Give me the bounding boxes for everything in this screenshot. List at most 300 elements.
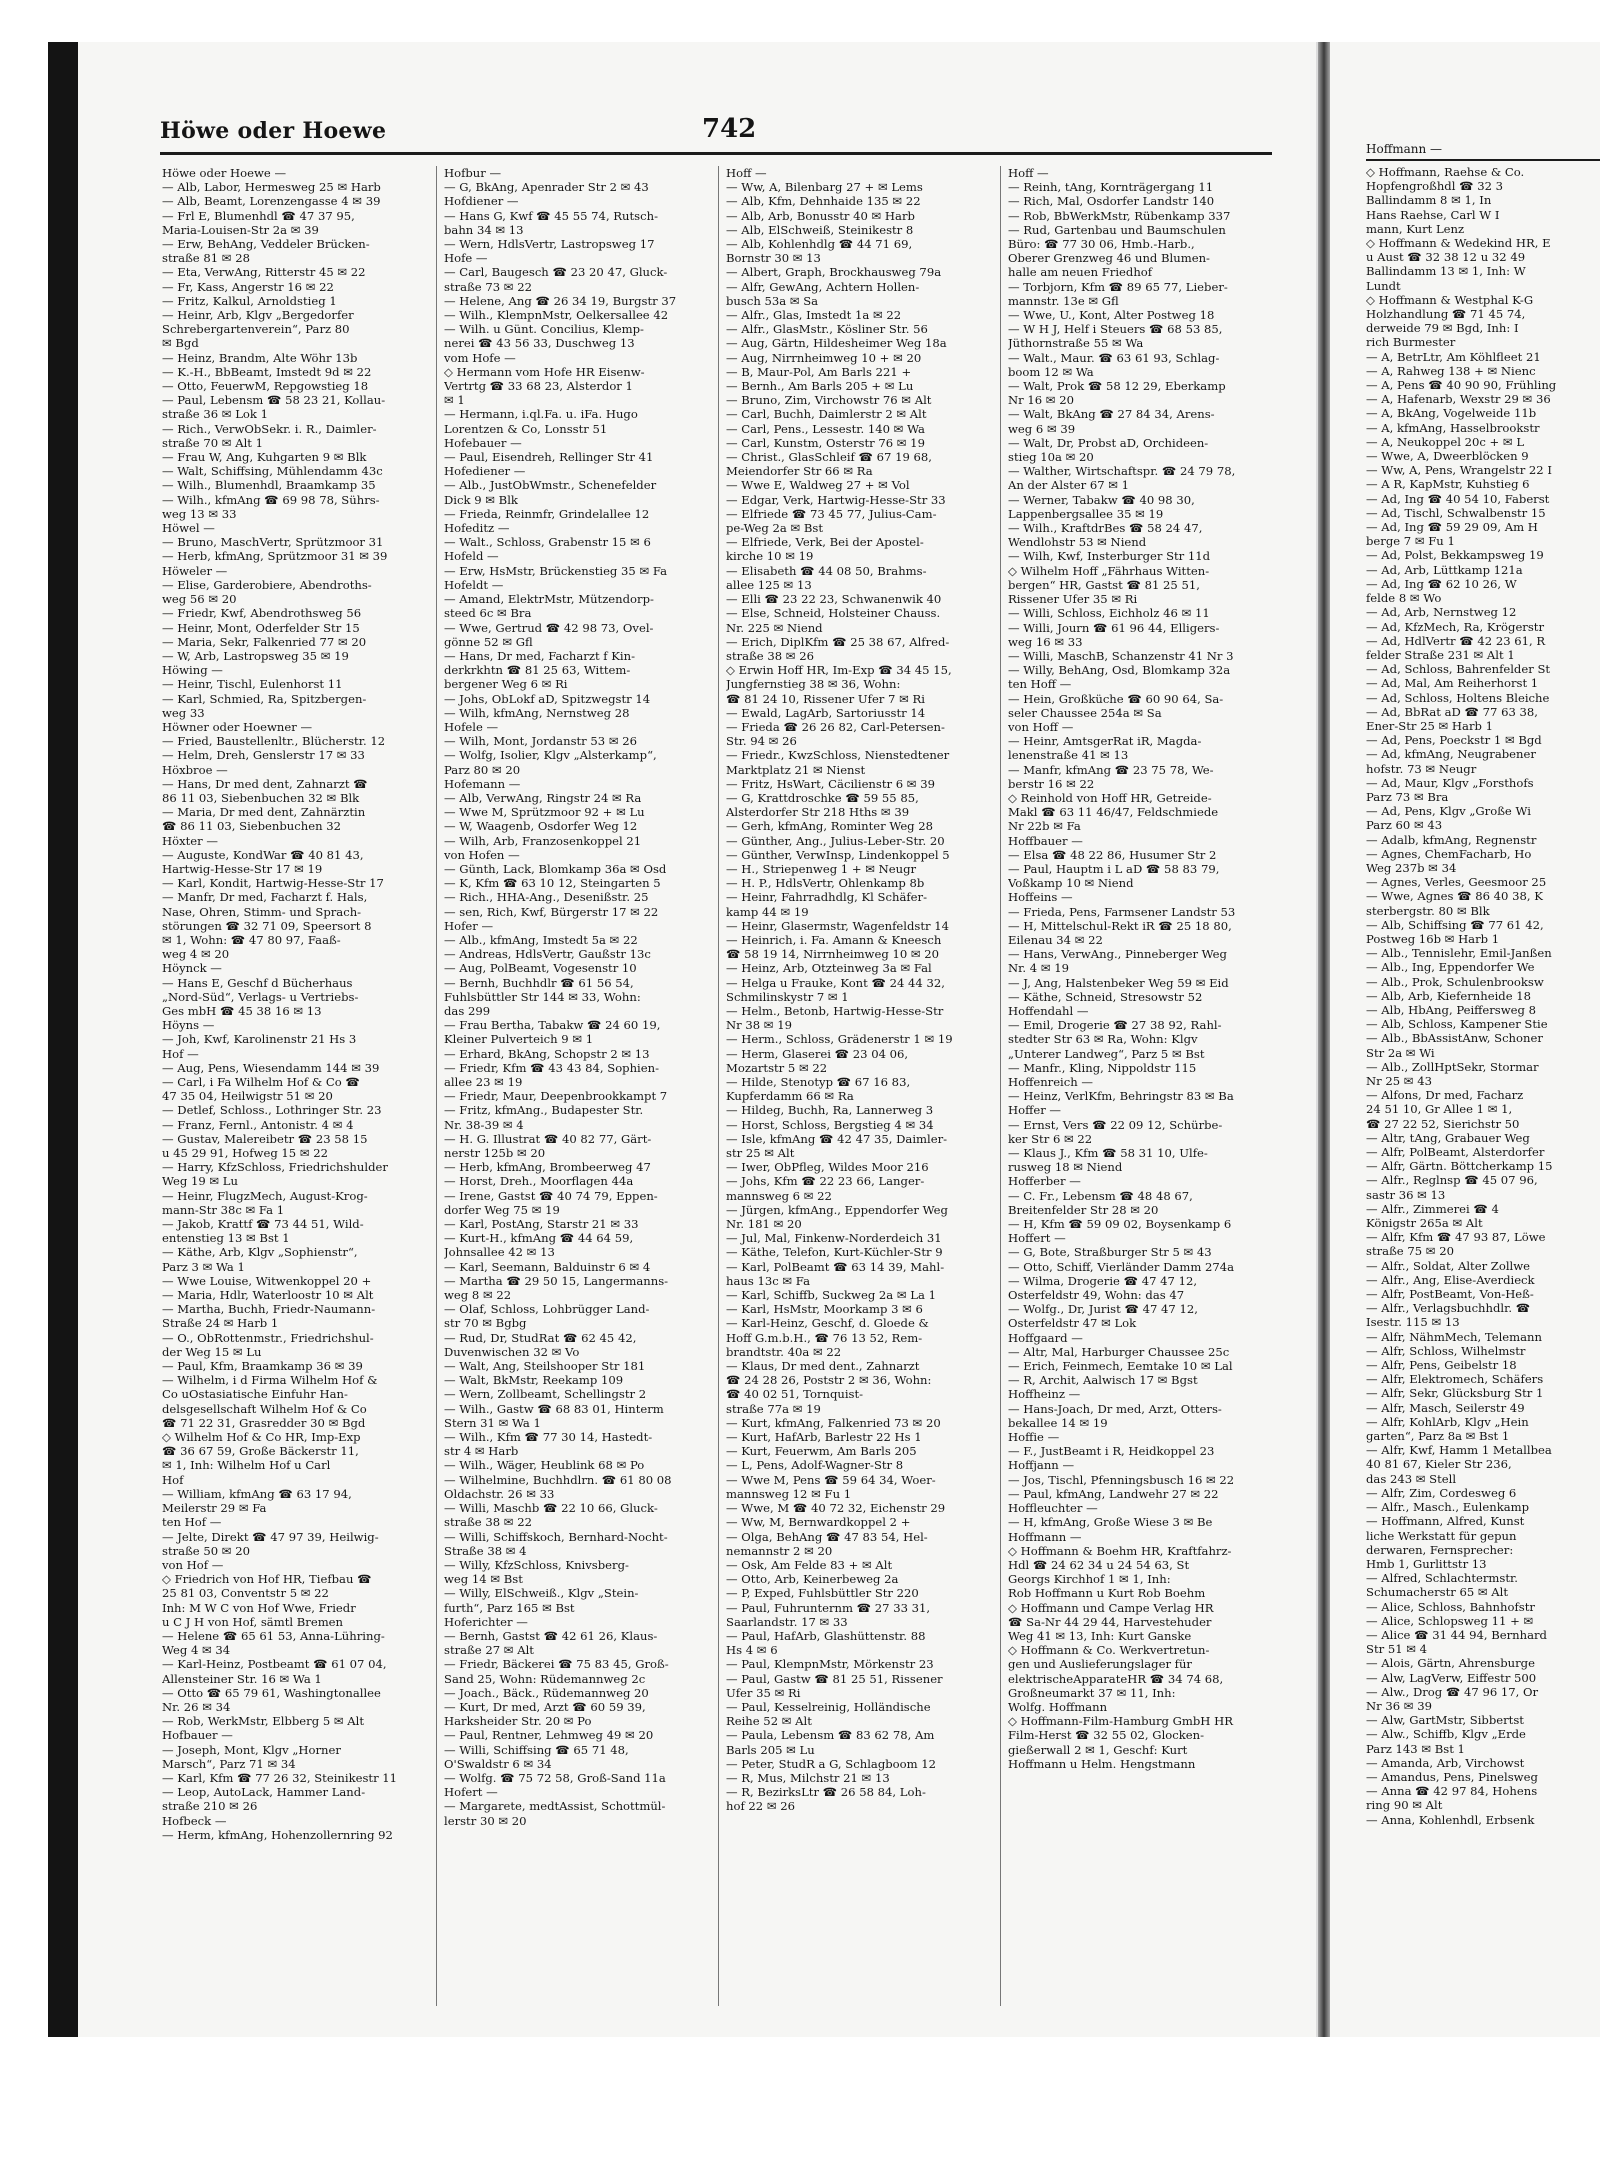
directory-entry-line: lenenstraße 41 ✉ 13 xyxy=(1008,748,1129,763)
directory-entry-line: — Frl E, Blumenhdl ☎ 47 37 95, xyxy=(162,208,355,223)
directory-entry-line: Ufer 35 ✉ Ri xyxy=(726,1685,801,1700)
directory-entry-line: Hs 4 ✉ 6 xyxy=(726,1643,778,1658)
directory-entry-line: — Wwe, Gertrud ☎ 42 98 73, Ovel- xyxy=(444,620,654,635)
directory-entry-line: Hofediener — xyxy=(444,464,526,479)
directory-entry-line: — Jos, Tischl, Pfenningsbusch 16 ✉ 22 xyxy=(1008,1472,1235,1487)
directory-entry-line: Weg 41 ✉ 13, Inh: Kurt Ganske xyxy=(1008,1628,1192,1643)
adjacent-entry-line: 24 51 10, Gr Allee 1 ✉ 1, xyxy=(1366,1102,1513,1117)
directory-entry-line: — C. Fr., Lebensm ☎ 48 48 67, xyxy=(1008,1188,1193,1203)
directory-entry-line: — Frau W, Ang, Kuhgarten 9 ✉ Blk xyxy=(162,450,367,465)
directory-entry-line: Nr. 4 ✉ 19 xyxy=(1008,961,1069,976)
directory-entry-line: — Isle, kfmAng ☎ 42 47 35, Daimler- xyxy=(726,1131,948,1146)
directory-entry-line: — P, Exped, Fuhlsbüttler Str 220 xyxy=(726,1586,919,1601)
directory-entry-line: — Manfr, Dr med, Facharzt f. Hals, xyxy=(162,890,368,905)
adjacent-entry-line: Str 2a ✉ Wi xyxy=(1366,1045,1435,1060)
directory-entry-line: — Wwe M, Sprützmoor 92 + ✉ Lu xyxy=(444,805,645,820)
adjacent-entry-line: straße 75 ✉ 20 xyxy=(1366,1244,1454,1259)
directory-entry-line: Voßkamp 10 ✉ Niend xyxy=(1008,876,1134,891)
adjacent-entry-line: — Alb, Schloss, Kampener Stie xyxy=(1366,1017,1548,1032)
directory-entry-line: — Carl, Buchh, Daimlerstr 2 ✉ Alt xyxy=(726,407,927,422)
directory-entry-line: — Alb, Labor, Hermesweg 25 ✉ Harb xyxy=(162,180,381,195)
directory-entry-line: — Ww, A, Bilenbarg 27 + ✉ Lems xyxy=(726,180,923,195)
directory-entry-line: — Paul, Eisendreh, Rellinger Str 41 xyxy=(444,450,654,465)
adjacent-entry-line: — A, Neukoppel 20c + ✉ L xyxy=(1366,434,1525,449)
directory-entry-line: — Aug, Nirrnheimweg 10 + ✉ 20 xyxy=(726,350,922,365)
directory-entry-line: — Walt., Maur. ☎ 63 61 93, Schlag- xyxy=(1008,350,1220,365)
directory-entry-line: — Friedr., KwzSchloss, Nienstedtener xyxy=(726,748,950,763)
directory-entry-line: — Karl-Heinz, Geschf, d. Gloede & xyxy=(726,1316,929,1331)
directory-entry-line: — Wolfg, Isolier, Klgv „Alsterkamp“, xyxy=(444,748,657,763)
adjacent-entry-line: Ballindamm 13 ✉ 1, Inh: W xyxy=(1366,264,1526,279)
directory-entry-line: — Wilh., Kfm ☎ 77 30 14, Hastedt- xyxy=(444,1430,653,1445)
directory-entry-line: — Olga, BehAng ☎ 47 83 54, Hel- xyxy=(726,1529,928,1544)
directory-entry-line: — W, Waagenb, Osdorfer Weg 12 xyxy=(444,819,638,834)
directory-entry-line: — Rud, Dr, StudRat ☎ 62 45 42, xyxy=(444,1330,637,1345)
directory-entry-line: Hoffie — xyxy=(1008,1430,1060,1445)
directory-entry-line: — Käthe, Telefon, Kurt-Küchler-Str 9 xyxy=(726,1245,943,1260)
directory-entry-line: derkrkhtn ☎ 81 25 63, Wittem- xyxy=(444,663,631,678)
directory-entry-line: Hofebauer — xyxy=(444,435,522,450)
directory-entry-line: — Otto ☎ 65 79 61, Washingtonallee xyxy=(162,1685,381,1700)
directory-entry-line: — sen, Rich, Kwf, Bürgerstr 17 ✉ 22 xyxy=(444,904,659,919)
directory-entry-line: weg 4 ✉ 20 xyxy=(162,947,230,962)
directory-entry-line: — O., ObRottenmstr., Friedrichshul- xyxy=(162,1330,374,1345)
directory-entry-line: — Wilh., Blumenhdl, Braamkamp 35 xyxy=(162,478,376,493)
directory-entry-line: — Bernh, Buchhdlr ☎ 61 56 54, xyxy=(444,975,634,990)
directory-entry-line: Saarlandstr. 17 ✉ 33 xyxy=(726,1614,848,1629)
directory-entry-line: Hofbauer — xyxy=(162,1728,233,1743)
directory-entry-line: Höxbroe — xyxy=(162,762,228,777)
directory-entry-line: Nr 22b ✉ Fa xyxy=(1008,819,1081,834)
adjacent-entry-line: — Ad, Pens, Poeckstr 1 ✉ Bgd xyxy=(1366,733,1542,748)
directory-entry-line: — Wilh., KraftdrBes ☎ 58 24 47, xyxy=(1008,521,1203,536)
directory-entry-line: ◇ Hoffmann-Film-Hamburg GmbH HR xyxy=(1008,1714,1233,1729)
directory-entry-line: — Aug, PolBeamt, Vogesenstr 10 xyxy=(444,961,637,976)
directory-entry-line: Höxter — xyxy=(162,833,218,848)
directory-entry-line: Jungfernstieg 38 ✉ 36, Wohn: xyxy=(726,677,901,692)
adjacent-entry-line: Ener-Str 25 ✉ Harb 1 xyxy=(1366,718,1493,733)
directory-entry-line: — Gustav, Malereibetr ☎ 23 58 15 xyxy=(162,1131,368,1146)
directory-entry-line: Höynck — xyxy=(162,961,222,976)
directory-entry-line: Kupferdamm 66 ✉ Ra xyxy=(726,1089,854,1104)
directory-entry-line: straße 36 ✉ Lok 1 xyxy=(162,407,268,422)
adjacent-entry-line: — Alw, LagVerw, Eiffestr 500 xyxy=(1366,1670,1537,1685)
directory-entry-line: Allensteiner Str. 16 ✉ Wa 1 xyxy=(162,1671,322,1686)
directory-entry-line: elektrischeApparateHR ☎ 34 74 68, xyxy=(1008,1671,1224,1686)
adjacent-entry-line: felde 8 ✉ Wo xyxy=(1366,591,1442,606)
adjacent-entry-line: — Altr, tAng, Grabauer Weg xyxy=(1366,1130,1530,1145)
directory-entry-line: — Hans, Dr med dent, Zahnarzt ☎ xyxy=(162,776,368,791)
directory-entry-line: — Jakob, Krattf ☎ 73 44 51, Wild- xyxy=(162,1217,364,1232)
adjacent-entry-line: Str 51 ✉ 4 xyxy=(1366,1642,1428,1657)
adjacent-entry-line: Schumacherstr 65 ✉ Alt xyxy=(1366,1585,1509,1600)
directory-entry-line: — R, BezirksLtr ☎ 26 58 84, Loh- xyxy=(726,1785,926,1800)
directory-entry-line: Nr 16 ✉ 20 xyxy=(1008,393,1074,408)
directory-entry-line: — Otto, Arb, Keinerbeweg 2a xyxy=(726,1572,899,1587)
adjacent-entry-line: — Alice, Schloss, Bahnhofstr xyxy=(1366,1599,1535,1614)
directory-entry-line: — Karl, PolBeamt ☎ 63 14 39, Mahl- xyxy=(726,1259,945,1274)
directory-entry-line: — H, Kfm ☎ 59 09 02, Boysenkamp 6 xyxy=(1008,1217,1232,1232)
page-header xyxy=(160,114,1272,152)
directory-entry-line: — Wilh, Kwf, Insterburger Str 11d xyxy=(1008,549,1211,564)
directory-entry-line: — Bernh, Gastst ☎ 42 61 26, Klaus- xyxy=(444,1628,658,1643)
adjacent-entry-line: felder Straße 231 ✉ Alt 1 xyxy=(1366,647,1515,662)
adjacent-entry-line: — A R, KapMstr, Kuhstieg 6 xyxy=(1366,477,1530,492)
directory-entry-line: — F., JustBeamt i R, Heidkoppel 23 xyxy=(1008,1444,1215,1459)
directory-entry-line: — Heinr, AmtsgerRat iR, Magda- xyxy=(1008,734,1202,749)
directory-entry-line: — Torbjorn, Kfm ☎ 89 65 77, Lieber- xyxy=(1008,279,1228,294)
adjacent-entry-line: — Ad, Arb, Nernstweg 12 xyxy=(1366,605,1517,620)
adjacent-entry-line: 40 81 67, Kieler Str 236, xyxy=(1366,1457,1512,1472)
directory-entry-line: ◇ Erwin Hoff HR, Im-Exp ☎ 34 45 15, xyxy=(726,663,952,678)
directory-entry-line: — Walther, Wirtschaftspr. ☎ 24 79 78, xyxy=(1008,464,1236,479)
adjacent-entry-line: das 243 ✉ Stell xyxy=(1366,1471,1457,1486)
directory-entry-line: Jüthornstraße 55 ✉ Wa xyxy=(1008,336,1144,351)
directory-entry-line: — Elisabeth ☎ 44 08 50, Brahms- xyxy=(726,563,927,578)
adjacent-entry-line: — Alfr, Kwf, Hamm 1 Metallbea xyxy=(1366,1443,1552,1458)
directory-entry-line: — Willy, ElSchweiß., Klgv „Stein- xyxy=(444,1586,639,1601)
adjacent-entry-line: Hmb 1, Gurlittstr 13 xyxy=(1366,1556,1487,1571)
directory-entry-line: — Karl, HsMstr, Moorkamp 3 ✉ 6 xyxy=(726,1302,923,1317)
directory-entry-line: gießerwall 2 ✉ 1, Geschf: Kurt xyxy=(1008,1742,1188,1757)
directory-entry-line: straße 73 ✉ 22 xyxy=(444,279,532,294)
directory-entry-line: weg 13 ✉ 33 xyxy=(162,506,237,521)
directory-entry-line: stedter Str 63 ✉ Ra, Wohn: Klgv xyxy=(1008,1032,1198,1047)
adjacent-entry-line: — A, Hafenarb, Wexstr 29 ✉ 36 xyxy=(1366,392,1551,407)
directory-entry-line: Parz 80 ✉ 20 xyxy=(444,762,521,777)
adjacent-entry-line: — Ad, kfmAng, Neugrabener xyxy=(1366,747,1536,762)
adjacent-page xyxy=(1330,42,1600,2037)
directory-entry-line: — Heinr, Glasermstr, Wagenfeldstr 14 xyxy=(726,918,949,933)
directory-entry-line: — Werner, Tabakw ☎ 40 98 30, xyxy=(1008,492,1195,507)
adjacent-entry-line: — Ad, Ing ☎ 62 10 26, W xyxy=(1366,576,1517,591)
directory-entry-line: Weg 19 ✉ Lu xyxy=(162,1174,238,1189)
adjacent-entry-line: — Alice, Schlopsweg 11 + ✉ xyxy=(1366,1613,1534,1628)
directory-entry-line: Sand 25, Wohn: Rüdemannweg 2c xyxy=(444,1671,646,1686)
directory-entry-line: — Willy, KfzSchloss, Knivsberg- xyxy=(444,1557,629,1572)
directory-entry-line: der Weg 15 ✉ Lu xyxy=(162,1344,262,1359)
directory-entry-line: — Osk, Am Felde 83 + ✉ Alt xyxy=(726,1557,893,1572)
directory-entry-line: — Hans G, Kwf ☎ 45 55 74, Rutsch- xyxy=(444,208,658,223)
adjacent-entry-line: sterbergstr. 80 ✉ Blk xyxy=(1366,903,1490,918)
directory-entry-line: Großneumarkt 37 ✉ 11, Inh: xyxy=(1008,1685,1176,1700)
page-gutter xyxy=(1318,42,1330,2037)
directory-entry-line: — H., Striepenweg 1 + ✉ Neugr xyxy=(726,861,917,876)
directory-entry-line: — Rich, Mal, Osdorfer Landstr 140 xyxy=(1008,194,1215,209)
adjacent-entry-line: Hopfengroßhdl ☎ 32 3 xyxy=(1366,179,1504,194)
adjacent-entry-line: — Alfr., Soldat, Alter Zollwe xyxy=(1366,1258,1531,1273)
adjacent-entry-line: Parz 60 ✉ 43 xyxy=(1366,818,1443,833)
directory-entry-line: — Wilh, Mont, Jordanstr 53 ✉ 26 xyxy=(444,734,637,749)
directory-entry-line: — Frieda, Pens, Farmsener Landstr 53 xyxy=(1008,904,1236,919)
directory-entry-line: allee 125 ✉ 13 xyxy=(726,577,812,592)
directory-entry-line: — Hilde, Stenotyp ☎ 67 16 83, xyxy=(726,1075,911,1089)
directory-entry-line: straße 38 ✉ 22 xyxy=(444,1515,532,1530)
adjacent-entry-line: — Anna, Kohlenhdl, Erbsenk xyxy=(1366,1812,1535,1827)
directory-entry-line: Hoffenreich — xyxy=(1008,1075,1094,1089)
directory-entry-line: Oberer Grenzweg 46 und Blumen- xyxy=(1008,251,1210,266)
adjacent-entry-line: — Anna ☎ 42 97 84, Hohens xyxy=(1366,1784,1538,1799)
directory-entry-line: — Albert, Graph, Brockhausweg 79a xyxy=(726,265,942,280)
directory-entry-line: — Hermann, i.ql.Fa. u. iFa. Hugo xyxy=(444,407,638,422)
directory-entry-line: Hofdiener — xyxy=(444,194,519,209)
directory-entry-line: Hof xyxy=(162,1472,184,1487)
directory-entry-line: — Alb, Beamt, Lorenzengasse 4 ✉ 39 xyxy=(162,194,381,209)
adjacent-entry-line: Weg 237b ✉ 34 xyxy=(1366,860,1457,875)
directory-entry-line: — Wilh, kfmAng, Nernstweg 28 xyxy=(444,705,630,720)
directory-entry-line: Georgs Kirchhof 1 ✉ 1, Inh: xyxy=(1008,1572,1171,1587)
directory-entry-line: — Heinr, Tischl, Eulenhorst 11 xyxy=(162,677,343,692)
directory-entry-line: — Walt, Prok ☎ 58 12 29, Eberkamp xyxy=(1008,379,1226,394)
adjacent-entry-line: liche Werkstatt für gepun xyxy=(1366,1528,1517,1543)
directory-entry-line: — Otto, Schiff, Vierländer Damm 274a xyxy=(1008,1259,1235,1274)
directory-entry-line: ✉ 1, Wohn: ☎ 47 80 97, Faaß- xyxy=(162,932,341,947)
directory-entry-line: nemannstr 2 ✉ 20 xyxy=(726,1543,833,1558)
directory-entry-line: — Wilh., Gastw ☎ 68 83 01, Hinterm xyxy=(444,1401,664,1416)
directory-entry-line: — Walt, BkMstr, Reekamp 109 xyxy=(444,1373,624,1388)
scan-margin xyxy=(0,0,48,2177)
adjacent-entry-line: ☎ 27 22 52, Sierichstr 50 xyxy=(1366,1116,1520,1131)
directory-entry-line: — Otto, FeuerwM, Repgowstieg 18 xyxy=(162,379,369,394)
directory-entry-line: Johnsallee 42 ✉ 13 xyxy=(444,1245,555,1260)
directory-entry-line: — Alb., kfmAng, Imstedt 5a ✉ 22 xyxy=(444,932,638,947)
directory-entry-line: — Bruno, MaschVertr, Sprützmoor 31 xyxy=(162,535,384,550)
directory-entry-line: Inh: M W C von Hof Wwe, Friedr xyxy=(162,1600,356,1615)
directory-entry-line: — Heinr, FlugzMech, August-Krog- xyxy=(162,1188,368,1203)
directory-entry-line: haus 13c ✉ Fa xyxy=(726,1273,810,1288)
directory-entry-line: — Wwe E, Waldweg 27 + ✉ Vol xyxy=(726,478,910,493)
directory-entry-line: — Erw, HsMstr, Brückenstieg 35 ✉ Fa xyxy=(444,563,668,578)
directory-entry-line: seler Chaussee 254a ✉ Sa xyxy=(1008,705,1162,720)
directory-entry-line: — Auguste, KondWar ☎ 40 81 43, xyxy=(162,847,364,862)
directory-entry-line: — Willi, Schiffsing ☎ 65 71 48, xyxy=(444,1742,629,1757)
directory-entry-line: Nr. 38-39 ✉ 4 xyxy=(444,1117,524,1132)
directory-entry-line: halle am neuen Friedhof xyxy=(1008,265,1153,280)
directory-entry-line: Alsterdorfer Str 218 Hths ✉ 39 xyxy=(726,805,910,820)
directory-entry-line: — Wilh., KlempnMstr, Oelkersallee 42 xyxy=(444,308,669,323)
directory-entry-line: Eilenau 34 ✉ 22 xyxy=(1008,932,1103,947)
directory-entry-line: ◇ Hoffmann & Co. Werkvertretun- xyxy=(1008,1643,1210,1658)
directory-entry-line: — Ernst, Vers ☎ 22 09 12, Schürbe- xyxy=(1008,1117,1223,1132)
directory-entry-line: — Walt., Schloss, Grabenstr 15 ✉ 6 xyxy=(444,535,651,550)
directory-entry-line: von Hof — xyxy=(162,1557,224,1572)
directory-entry-line: — Wilhelmine, Buchhdlrn. ☎ 61 80 08 xyxy=(444,1472,672,1487)
directory-entry-line: Fuhlsbüttler Str 144 ✉ 33, Wohn: xyxy=(444,989,641,1004)
adjacent-entry-line: — Alfr, Elektromech, Schäfers xyxy=(1366,1372,1544,1387)
directory-entry-line: — K, Kfm ☎ 63 10 12, Steingarten 5 xyxy=(444,876,661,891)
directory-entry-line: — Wwe, M ☎ 40 72 32, Eichenstr 29 xyxy=(726,1501,946,1516)
directory-entry-line: — G, BkAng, Apenrader Str 2 ✉ 43 xyxy=(444,180,649,195)
directory-entry-line: — Willi, Journ ☎ 61 96 44, Elligers- xyxy=(1008,620,1220,635)
adjacent-entry-line: — Ad, Mal, Am Reiherhorst 1 xyxy=(1366,676,1539,691)
directory-entry-line: mannsweg 6 ✉ 22 xyxy=(726,1188,832,1203)
directory-entry-line: Hoffendahl — xyxy=(1008,1003,1089,1018)
directory-entry-line: — Hildeg, Buchh, Ra, Lannerweg 3 xyxy=(726,1103,934,1118)
directory-entry-line: — Altr, Mal, Harburger Chaussee 25c xyxy=(1008,1344,1230,1359)
directory-entry-line: Breitenfelder Str 28 ✉ 20 xyxy=(1008,1202,1159,1217)
adjacent-entry-line: — Ad, Schloss, Holtens Bleiche xyxy=(1366,690,1550,705)
directory-entry-line: nerei ☎ 43 56 33, Duschweg 13 xyxy=(444,336,635,351)
adjacent-entry-line: — Adalb, kfmAng, Regnenstr xyxy=(1366,832,1537,847)
directory-entry-line: — Kurt, Dr med, Arzt ☎ 60 59 39, xyxy=(444,1699,646,1714)
directory-entry-line: Höwner oder Hoewner — xyxy=(162,719,313,734)
adjacent-entry-line: — Alw., Schiffb, Klgv „Erde xyxy=(1366,1727,1526,1742)
directory-entry-line: — Erw, BehAng, Veddeler Brücken- xyxy=(162,237,370,252)
directory-entry-line: ◇ Wilhelm Hof & Co HR, Imp-Exp xyxy=(162,1430,361,1445)
directory-entry-line: — Erich, DiplKfm ☎ 25 38 67, Alfred- xyxy=(726,634,950,649)
directory-entry-line: — Walt, Ang, Steilshooper Str 181 xyxy=(444,1359,646,1374)
directory-entry-line: straße 81 ✉ 28 xyxy=(162,251,250,266)
directory-entry-line: — Paul, Rentner, Lehmweg 49 ✉ 20 xyxy=(444,1728,654,1743)
directory-entry-line: Wendlohstr 53 ✉ Niend xyxy=(1008,535,1147,550)
adjacent-entry-line: — Alb, HbAng, Peiffersweg 8 xyxy=(1366,1002,1537,1017)
directory-entry-line: — Fritz, Kalkul, Arnoldstieg 1 xyxy=(162,293,337,308)
directory-entry-line: Marsch“, Parz 71 ✉ 34 xyxy=(162,1756,296,1771)
adjacent-entry-line: — A, kfmAng, Hasselbrookstr xyxy=(1366,420,1540,435)
directory-entry-line: kirche 10 ✉ 19 xyxy=(726,549,814,564)
adjacent-entry-line: derweide 79 ✉ Bgd, Inh: I xyxy=(1366,321,1519,336)
directory-entry-line: Nr. 26 ✉ 34 xyxy=(162,1699,231,1714)
directory-entry-line: — Rob, WerkMstr, Elbberg 5 ✉ Alt xyxy=(162,1714,365,1729)
adjacent-entry-line: Hans Raehse, Carl W I xyxy=(1366,207,1500,222)
directory-entry-line: — Helm, Dreh, Genslerstr 17 ✉ 33 xyxy=(162,748,365,763)
directory-entry-line: — Maria, Dr med dent, Zahnärztin xyxy=(162,805,366,820)
directory-entry-line: str 25 ✉ Alt xyxy=(726,1146,795,1161)
adjacent-entry-line: Holzhandlung ☎ 71 45 74, xyxy=(1366,307,1526,322)
directory-entry-line: — Kurt, kfmAng, Falkenried 73 ✉ 20 xyxy=(726,1415,941,1430)
directory-entry-line: Hoffeins — xyxy=(1008,890,1073,905)
directory-entry-line: — L, Pens, Adolf-Wagner-Str 8 xyxy=(726,1458,904,1473)
adjacent-entry-line: — Alfr, Pens, Geibelstr 18 xyxy=(1366,1358,1517,1373)
adjacent-entry-line: — Ad, BbRat aD ☎ 77 63 38, xyxy=(1366,704,1538,719)
directory-entry-line: — Friedr, Kwf, Abendrothsweg 56 xyxy=(162,606,362,621)
adjacent-entry-line: — Amandus, Pens, Pinelsweg xyxy=(1366,1769,1538,1784)
directory-entry-line: — Wwe, U., Kont, Alter Postweg 18 xyxy=(1008,308,1215,323)
directory-entry-line: — Carl, Kunstm, Osterstr 76 ✉ 19 xyxy=(726,435,925,450)
directory-entry-line: — Jul, Mal, Finkenw-Norderdeich 31 xyxy=(726,1231,942,1246)
adjacent-entry-line: — Agnes, ChemFacharb, Ho xyxy=(1366,846,1532,861)
column-1 xyxy=(162,166,424,2016)
directory-entry-line: — Friedr, Maur, Deepenbrookkampt 7 xyxy=(444,1089,668,1104)
directory-entry-line: störungen ☎ 32 71 09, Speersort 8 xyxy=(162,918,372,933)
directory-entry-line: — Karl, Schmied, Ra, Spitzbergen- xyxy=(162,691,367,706)
directory-entry-line: — Alb, Kfm, Dehnhaide 135 ✉ 22 xyxy=(726,194,921,209)
directory-entry-line: — Walt, Schiffsing, Mühlendamm 43c xyxy=(162,464,383,479)
directory-entry-line: — Karl-Heinz, Postbeamt ☎ 61 07 04, xyxy=(162,1657,387,1672)
directory-entry-line: — Hans-Joach, Dr med, Arzt, Otters- xyxy=(1008,1401,1222,1416)
directory-entry-line: lerstr 30 ✉ 20 xyxy=(444,1813,527,1828)
adjacent-entry-line: — Alb., Prok, Schulenbrooksw xyxy=(1366,974,1544,989)
adjacent-entry-line: — Ad, HdlVertr ☎ 42 23 61, R xyxy=(1366,633,1546,648)
directory-entry-line: — Paul, kfmAng, Landwehr 27 ✉ 22 xyxy=(1008,1486,1219,1501)
directory-entry-line: — Frieda, Reinmfr, Grindelallee 12 xyxy=(444,506,650,521)
adjacent-entry-line: — Alfr, Sekr, Glücksburg Str 1 xyxy=(1366,1386,1544,1401)
directory-entry-line: Höweler — xyxy=(162,563,228,578)
directory-entry-line: — Edgar, Verk, Hartwig-Hesse-Str 33 xyxy=(726,492,946,507)
directory-entry-line: gen und Auslieferungslager für xyxy=(1008,1657,1192,1672)
directory-entry-line: allee 23 ✉ 19 xyxy=(444,1075,523,1089)
directory-entry-line: — Heinr, Fahrradhdlg, Kl Schäfer- xyxy=(726,890,927,905)
adjacent-entry-line: — Alw., Drog ☎ 47 96 17, Or xyxy=(1366,1684,1539,1699)
directory-entry-line: — Käthe, Schneid, Stresowstr 52 xyxy=(1008,989,1203,1004)
directory-entry-line: — Joseph, Mont, Klgv „Horner xyxy=(162,1742,341,1757)
directory-entry-line: Hoffmann — xyxy=(1008,1529,1082,1544)
column-4 xyxy=(1008,166,1270,2016)
directory-entry-line: — Elfriede ☎ 73 45 77, Julius-Cam- xyxy=(726,506,937,521)
directory-entry-line: Hofe — xyxy=(444,251,488,266)
directory-entry-line: gönne 52 ✉ Gfl xyxy=(444,634,533,649)
directory-entry-line: — Else, Schneid, Holsteiner Chauss. xyxy=(726,606,941,621)
directory-entry-line: — Wern, HdlsVertr, Lastropsweg 17 xyxy=(444,237,655,252)
directory-entry-line: — Willi, Schloss, Eichholz 46 ✉ 11 xyxy=(1008,606,1210,621)
directory-entry-line: — Fr, Kass, Angerstr 16 ✉ 22 xyxy=(162,279,334,294)
directory-entry-line: nerstr 125b ✉ 20 xyxy=(444,1146,546,1161)
directory-entry-line: — Heinr, Mont, Oderfelder Str 15 xyxy=(162,620,360,635)
directory-entry-line: Harksheider Str. 20 ✉ Po xyxy=(444,1714,592,1729)
directory-entry-line: Wolfg. Hoffmann xyxy=(1008,1699,1108,1714)
directory-entry-line: Str. 94 ✉ 26 xyxy=(726,734,797,749)
adjacent-entry-line: Parz 143 ✉ Bst 1 xyxy=(1366,1741,1465,1756)
directory-entry-line: Hof — xyxy=(162,1046,199,1061)
directory-entry-line: Hoffheinz — xyxy=(1008,1387,1081,1402)
directory-entry-line: hof 22 ✉ 26 xyxy=(726,1799,796,1814)
adjacent-entry-line: sastr 36 ✉ 13 xyxy=(1366,1187,1446,1202)
directory-entry-line: — Alb, VerwAng, Ringstr 24 ✉ Ra xyxy=(444,790,642,805)
adjacent-entry-line: — Alfr, Zim, Cordesweg 6 xyxy=(1366,1485,1517,1500)
directory-entry-line: — Aug, Pens, Wiesendamm 144 ✉ 39 xyxy=(162,1060,380,1075)
directory-entry-line: Hofer — xyxy=(444,918,494,933)
directory-entry-line: — Friedr, Kfm ☎ 43 43 84, Sophien- xyxy=(444,1060,660,1075)
directory-entry-line: Mozartstr 5 ✉ 22 xyxy=(726,1060,828,1075)
directory-entry-line: Reihe 52 ✉ Alt xyxy=(726,1714,812,1729)
directory-entry-line: Hofeld — xyxy=(444,549,499,564)
directory-entry-line: — Andreas, HdlsVertr, Gaußstr 13c xyxy=(444,947,651,962)
directory-entry-line: — Manfr, kfmAng ☎ 23 75 78, We- xyxy=(1008,762,1214,777)
directory-entry-line: mannstr. 13e ✉ Gfl xyxy=(1008,293,1119,308)
directory-entry-line: — Christ., GlasSchleif ☎ 67 19 68, xyxy=(726,450,932,465)
adjacent-entry-line: — Alfr, PolBeamt, Alsterdorfer xyxy=(1366,1145,1545,1160)
column-divider xyxy=(1000,166,1001,2006)
directory-entry-line: weg 33 xyxy=(162,705,205,720)
adjacent-entry-line: ◇ Hoffmann, Raehse & Co. xyxy=(1366,165,1525,179)
directory-entry-line: — J, Ang, Halstenbeker Weg 59 ✉ Eid xyxy=(1008,975,1229,990)
directory-entry-line: straße 50 ✉ 20 xyxy=(162,1543,250,1558)
directory-entry-line: Kleiner Pulverteich 9 ✉ 1 xyxy=(444,1032,594,1047)
directory-entry-line: — B, Maur-Pol, Am Barls 221 + xyxy=(726,364,912,379)
directory-entry-line: Hoffjann — xyxy=(1008,1458,1075,1473)
directory-entry-line: „Nord-Süd“, Verlags- u Vertriebs- xyxy=(162,989,359,1004)
directory-entry-line: straße 38 ✉ 26 xyxy=(726,648,814,663)
directory-entry-line: — Erhard, BkAng, Schopstr 2 ✉ 13 xyxy=(444,1046,650,1061)
directory-entry-line: weg 6 ✉ 39 xyxy=(1008,421,1076,436)
directory-entry-line: — Wwe Louise, Witwenkoppel 20 + xyxy=(162,1273,372,1288)
directory-entry-line: Hofemann — xyxy=(444,776,521,791)
adjacent-entry-line: — Alfr., Verlagsbuchhdlr. ☎ xyxy=(1366,1301,1531,1316)
directory-entry-line: mannsweg 12 ✉ Fu 1 xyxy=(726,1486,852,1501)
directory-entry-line: — Johs, ObLokf aD, Spitzwegstr 14 xyxy=(444,691,651,706)
directory-entry-line: Hofferber — xyxy=(1008,1174,1081,1189)
directory-entry-line: Hoferichter — xyxy=(444,1614,528,1629)
directory-entry-line: „Unterer Landweg“, Parz 5 ✉ Bst xyxy=(1008,1046,1205,1061)
directory-columns xyxy=(162,166,1272,2016)
adjacent-page-column xyxy=(1330,165,1600,1827)
adjacent-entry-line: — Alb, Schiffsing ☎ 77 61 42, xyxy=(1366,917,1544,932)
directory-entry-line: mann-Str 38c ✉ Fa 1 xyxy=(162,1202,285,1217)
adjacent-entry-line: — Alb., Tennislehr, Emil-Janßen xyxy=(1366,946,1552,961)
directory-entry-line: — Gerh, kfmAng, Rominter Weg 28 xyxy=(726,819,934,834)
adjacent-entry-line: — Ad, KfzMech, Ra, Krögerstr xyxy=(1366,619,1545,634)
directory-entry-line: — Harry, KfzSchloss, Friedrichshulder xyxy=(162,1160,388,1175)
